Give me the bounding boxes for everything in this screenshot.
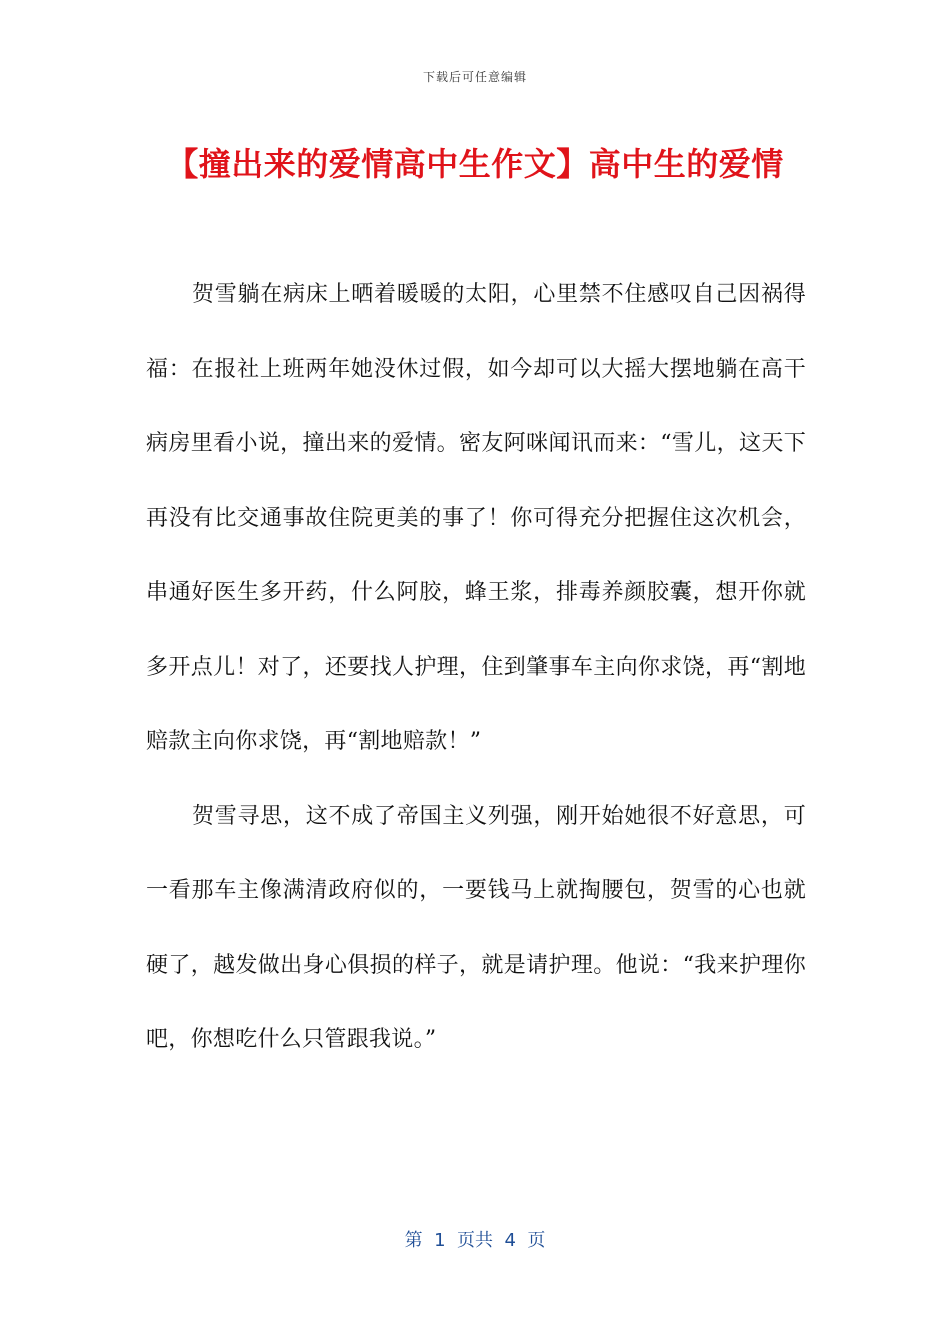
paragraph-2: 贺雪寻思，这不成了帝国主义列强，刚开始她很不好意思，可一看那车主像满清政府似的，一要钱马上就掏腰包，贺雪的心也就硬了，越发做出身心俱损的样子，就是请护理。他说：“我来护理你吧，你想吃什么只管跟我说。” <box>146 803 806 1052</box>
header-note: 下载后可任意编辑 <box>422 70 527 84</box>
document-body <box>146 258 806 1078</box>
paragraph-1: 贺雪躺在病床上晒着暖暖的太阳，心里禁不住感叹自己因祸得福：在报社上班两年她没休过假，如今却可以大摇大摆地躺在高干病房里看小说，撞出来的爱情。密友阿咪闻讯而来：“雪儿，这天下再没有比交通事故住院更美的事了！你可得充分把握住这次机会，串通好医生多开药，什么阿胶，蜂王浆，排毒养颜胶囊，想开你就多开点儿！对了，还要找人护理，住到肇事车主向你求饶，再“割地赔款主向你求饶，再“割地赔款！” <box>146 282 806 754</box>
page-number-footer: 第 1 页共 4 页 <box>404 1230 546 1251</box>
document-title: 【撞出来的爱情高中生作文】高中生的爱情 <box>166 145 784 183</box>
